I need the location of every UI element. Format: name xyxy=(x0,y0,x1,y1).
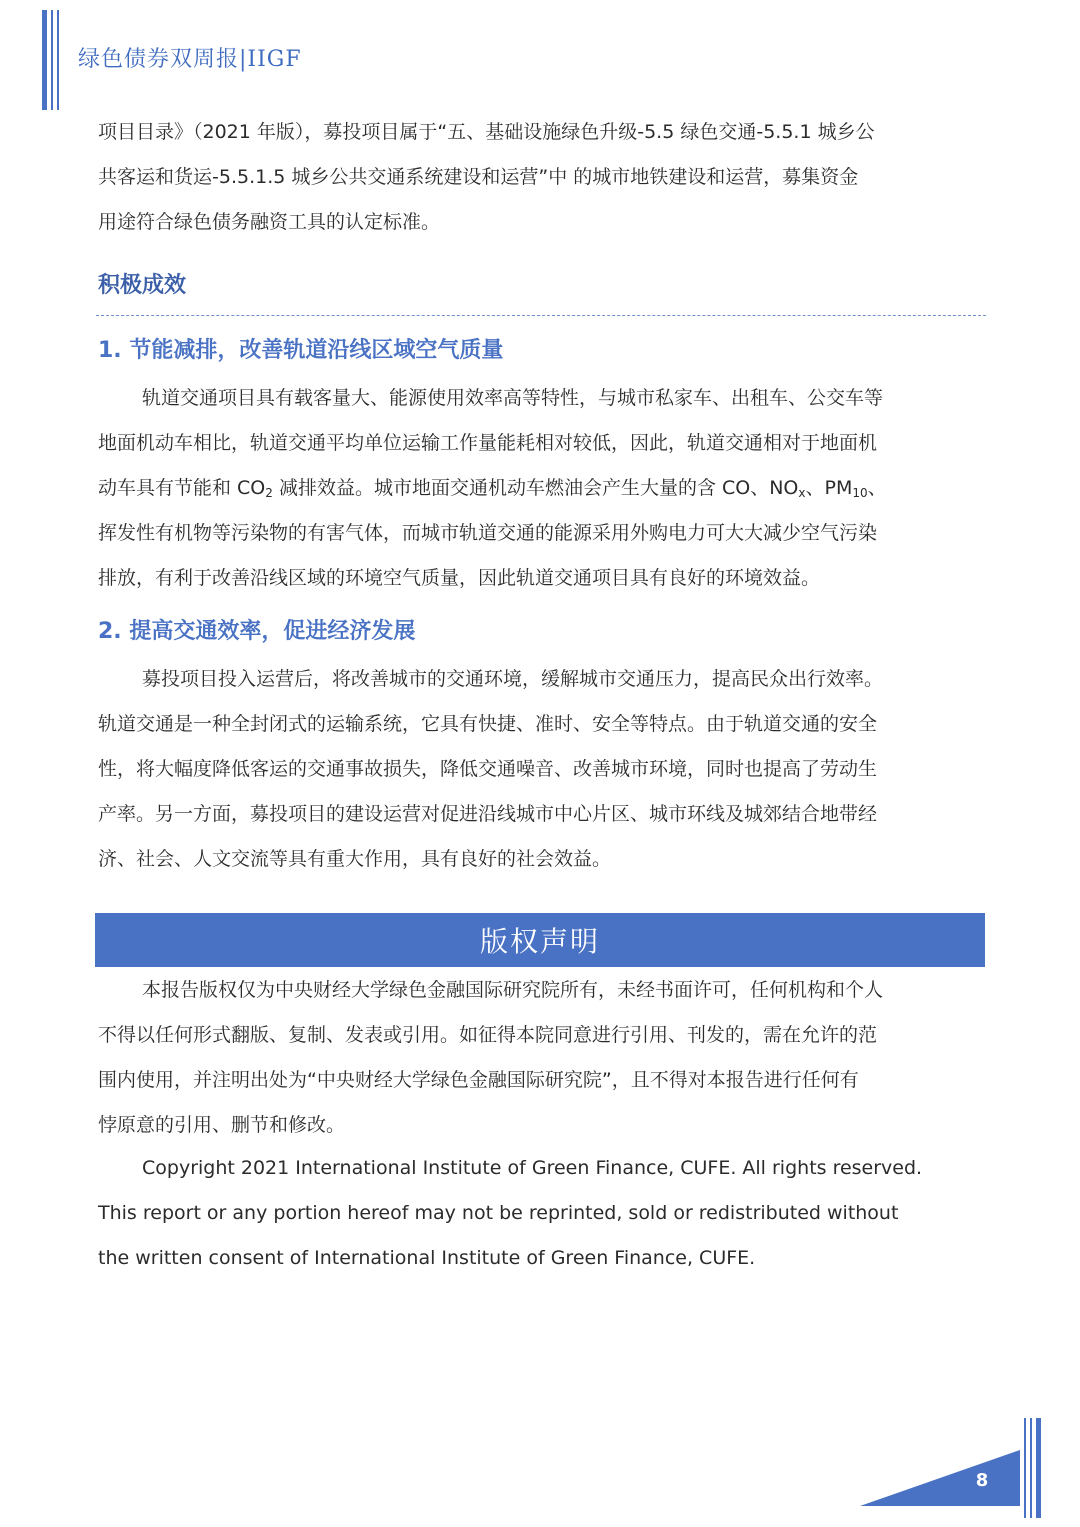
paragraph-line: 排放，有利于改善沿线区域的环境空气质量，因此轨道交通项目具有良好的环境效益。 xyxy=(98,567,821,589)
paragraph-line: 悖原意的引用、删节和修改。 xyxy=(98,1114,346,1136)
intro-line: 项目目录》（2021 年版），募投项目属于“五、基础设施绿色升级-5.5 绿色交通-5.5.1 城乡公 xyxy=(98,121,875,143)
text-fragment: 动车具有节能和 CO xyxy=(98,477,266,499)
subsection-2-title: 2. 提高交通效率，促进经济发展 xyxy=(98,619,416,644)
paragraph-line: 不得以任何形式翻版、复制、发表或引用。如征得本院同意进行引用、刊发的，需在允许的范 xyxy=(98,1024,878,1046)
intro-paragraph xyxy=(98,110,982,245)
text-fragment: 、 xyxy=(867,477,887,499)
paragraph-line: Copyright 2021 International Institute of Green Finance, CUFE. All rights reserved. xyxy=(142,1157,923,1179)
text-fragment: 减排效益。城市地面交通机动车燃油会产生大量的含 CO、NO xyxy=(272,477,799,499)
footer-decoration-bars xyxy=(1024,1418,1046,1518)
paragraph-line: 地面机动车相比，轨道交通平均单位运输工作量能耗相对较低，因此，轨道交通相对于地面机 xyxy=(98,432,878,454)
subscript: x xyxy=(798,486,806,500)
subsection-1-title: 1. 节能减排，改善轨道沿线区域空气质量 xyxy=(98,338,504,363)
copyright-banner xyxy=(95,913,985,967)
paragraph-line: 挥发性有机物等污染物的有害气体，而城市轨道交通的能源采用外购电力可大大减少空气污染 xyxy=(98,522,878,544)
paragraph-line: 轨道交通项目具有载客量大、能源使用效率高等特性，与城市私家车、出租车、公交车等 xyxy=(142,387,884,409)
subscript: 10 xyxy=(852,486,868,500)
intro-line: 用途符合绿色债务融资工具的认定标准。 xyxy=(98,211,441,233)
section-divider xyxy=(96,315,986,316)
header-title: 绿色债券双周报|IIGF xyxy=(78,47,302,72)
header-decoration-bars xyxy=(42,10,64,110)
paragraph-line: the written consent of International Institute of Green Finance, CUFE. xyxy=(98,1247,756,1269)
section-title: 积极成效 xyxy=(98,273,187,298)
paragraph-line: 轨道交通是一种全封闭式的运输系统，它具有快捷、准时、安全等特点。由于轨道交通的安全 xyxy=(98,713,878,735)
page-number: 8 xyxy=(975,1470,989,1491)
paragraph-line: 募投项目投入运营后，将改善城市的交通环境，缓解城市交通压力，提高民众出行效率。 xyxy=(142,668,884,690)
subsection-1-paragraph xyxy=(98,376,982,601)
paragraph-line: 本报告版权仅为中央财经大学绿色金融国际研究院所有，未经书面许可，任何机构和个人 xyxy=(142,979,884,1001)
paragraph-line: This report or any portion hereof may not be reprinted, sold or redistributed without xyxy=(98,1202,899,1224)
subsection-2-paragraph xyxy=(98,657,982,882)
copyright-cn-paragraph xyxy=(98,968,982,1148)
copyright-en-paragraph xyxy=(98,1146,982,1281)
paragraph-line: 产率。另一方面，募投项目的建设运营对促进沿线城市中心片区、城市环线及城郊结合地带经 xyxy=(98,803,878,825)
subscript: 2 xyxy=(265,486,273,500)
intro-line: 共客运和货运-5.5.1.5 城乡公共交通系统建设和运营”中 的城市地铁建设和运营，募集资金 xyxy=(98,166,859,188)
paragraph-line: 济、社会、人文交流等具有重大作用，具有良好的社会效益。 xyxy=(98,848,612,870)
copyright-banner-title: 版权声明 xyxy=(479,925,600,958)
paragraph-line: 性，将大幅度降低客运的交通事故损失，降低交通噪音、改善城市环境，同时也提高了劳动生 xyxy=(98,758,878,780)
text-fragment: 、PM xyxy=(805,477,853,499)
paragraph-line-formula xyxy=(98,466,982,511)
paragraph-line: 围内使用，并注明出处为“中央财经大学绿色金融国际研究院”，且不得对本报告进行任何有 xyxy=(98,1069,859,1091)
